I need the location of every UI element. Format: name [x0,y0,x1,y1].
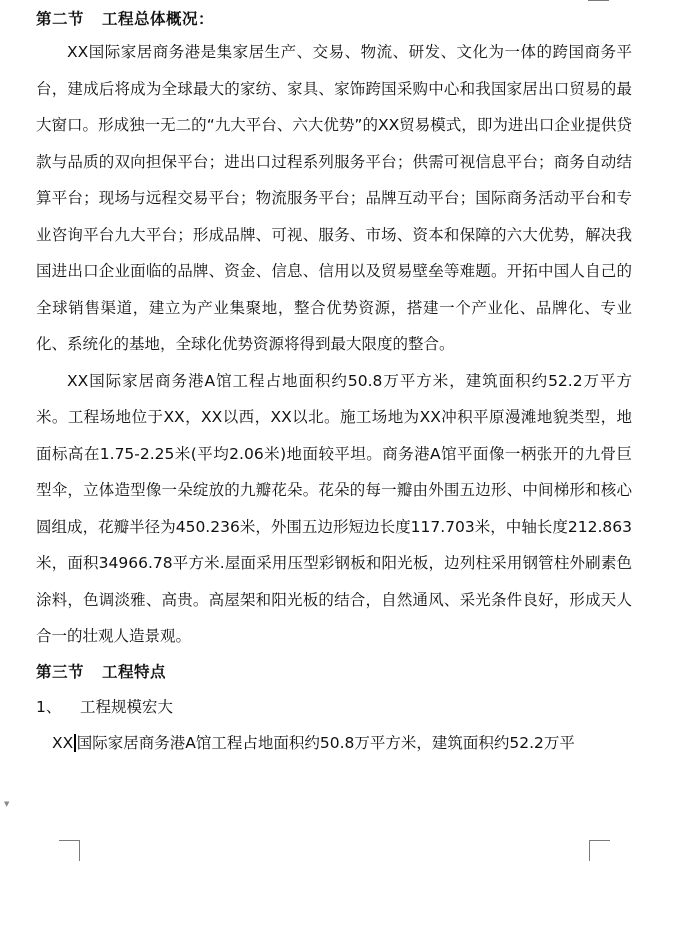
section-3-heading [36,655,632,689]
list-item-1-number: 1、 [36,697,62,716]
text-after-cursor: 国际家居商务港A馆工程占地面积约50.8万平方米，建筑面积约52.2万平 [76,733,575,752]
section-2-title: 工程总体概况： [102,10,215,28]
text-before-cursor: XX [52,733,74,752]
crop-mark-bottom-left [59,840,80,861]
document-body[interactable] [36,4,632,761]
crop-mark-bottom-right [589,840,610,861]
crop-mark-top-right [588,0,609,1]
section-2-number: 第二节 [36,10,85,28]
paragraph-overview-2: XX国际家居商务港A馆工程占地面积约50.8万平方米，建筑面积约52.2万平方米。工程场地位于XX，XX以西，XX以北。施工场地为XX冲积平原漫滩地貌类型，地面标高在1.75-2.25米(平均2.06米)地面较平坦。商务港A馆平面像一柄张开的九骨巨型伞，立体造型像一朵绽放的九瓣花朵。花朵的每一瓣由外围五边形、中间梯形和核心圆组成，花瓣半径为450.236米，外围五边形短边长度117.703米，中轴长度212.863米，面积34966.78平方米.屋面采用压型彩钢板和阳光板，边列柱采用钢管柱外刷素色涂料，色调淡雅、高贵。高屋架和阳光板的结合，自然通风、采光条件良好，形成天人合一的壮观人造景观。 [36,371,632,645]
paragraph-overview-1: XX国际家居商务港是集家居生产、交易、物流、研发、文化为一体的跨国商务平台，建成后将成为全球最大的家纺、家具、家饰跨国采购中心和我国家居出口贸易的最大窗口。形成独一无二的“九大平台、六大优势”的XX贸易模式，即为进出口企业提供贷款与品质的双向担保平台；进出口过程系列服务平台；供需可视信息平台；商务自动结算平台；现场与远程交易平台；物流服务平台；品牌互动平台；国际商务活动平台和专业咨询平台九大平台；形成品牌、可视、服务、市场、资本和保障的六大优势，解决我国进出口企业面临的品牌、资金、信息、信用以及贸易壁垒等难题。开拓中国人自己的全球销售渠道，建立为产业集聚地，整合优势资源，搭建一个产业化、品牌化、专业化、系统化的基地，全球化优势资源将得到最大限度的整合。 [36,43,632,353]
section-3-number: 第三节 [36,662,85,681]
section-2-heading [36,4,632,34]
list-item-1 [36,689,632,725]
text-cursor [74,734,76,752]
paragraph-features-1 [36,725,632,761]
margin-marker-icon: ▼ [4,800,10,808]
list-item-1-text: 工程规模宏大 [80,697,174,716]
section-3-title: 工程特点 [102,662,167,681]
